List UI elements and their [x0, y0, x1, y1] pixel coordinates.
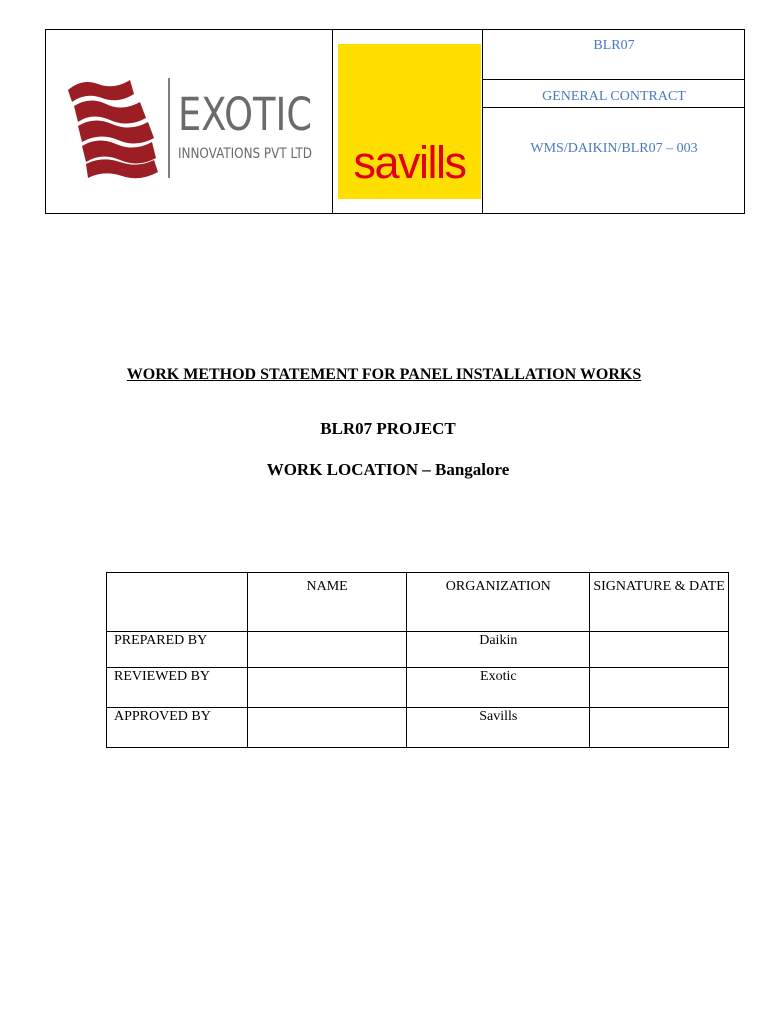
header-row-divider-2	[482, 107, 744, 108]
header-divider-1	[332, 30, 333, 213]
exotic-logo-tagline: INNOVATIONS PVT LTD	[178, 146, 312, 162]
role-cell: PREPARED BY	[107, 632, 248, 668]
signature-cell	[590, 632, 729, 668]
table-row	[107, 708, 729, 748]
contract-type: GENERAL CONTRACT	[542, 89, 686, 104]
role-cell: REVIEWED BY	[107, 668, 248, 708]
column-header-organization: ORGANIZATION	[407, 573, 590, 632]
name-cell	[247, 632, 407, 668]
work-location: WORK LOCATION – Bangalore	[266, 460, 510, 479]
column-header-signature: SIGNATURE & DATE	[590, 573, 729, 632]
table-row	[107, 632, 729, 668]
header-row-divider-1	[482, 79, 744, 80]
name-cell	[247, 708, 407, 748]
organization-cell: Savills	[407, 708, 590, 748]
role-cell: APPROVED BY	[107, 708, 248, 748]
exotic-logo-name: EXOTIC	[178, 88, 312, 141]
organization-cell: Exotic	[407, 668, 590, 708]
header-divider-2	[482, 30, 483, 213]
document-title: WORK METHOD STATEMENT FOR PANEL INSTALLATION WORKS	[126, 366, 642, 383]
column-header-role	[107, 573, 248, 632]
signature-cell	[590, 668, 729, 708]
signoff-table	[106, 572, 729, 748]
table-row	[107, 668, 729, 708]
savills-logo-word: savills	[353, 137, 466, 188]
table-header-row	[107, 573, 729, 632]
organization-cell: Daikin	[407, 632, 590, 668]
project-code: BLR07	[593, 38, 635, 53]
document-reference: WMS/DAIKIN/BLR07 – 003	[530, 141, 698, 156]
document-header	[45, 29, 745, 214]
project-name: BLR07 PROJECT	[320, 419, 456, 438]
savills-logo	[338, 44, 481, 199]
signature-cell	[590, 708, 729, 748]
column-header-name: NAME	[247, 573, 407, 632]
exotic-logo	[64, 72, 314, 187]
name-cell	[247, 668, 407, 708]
